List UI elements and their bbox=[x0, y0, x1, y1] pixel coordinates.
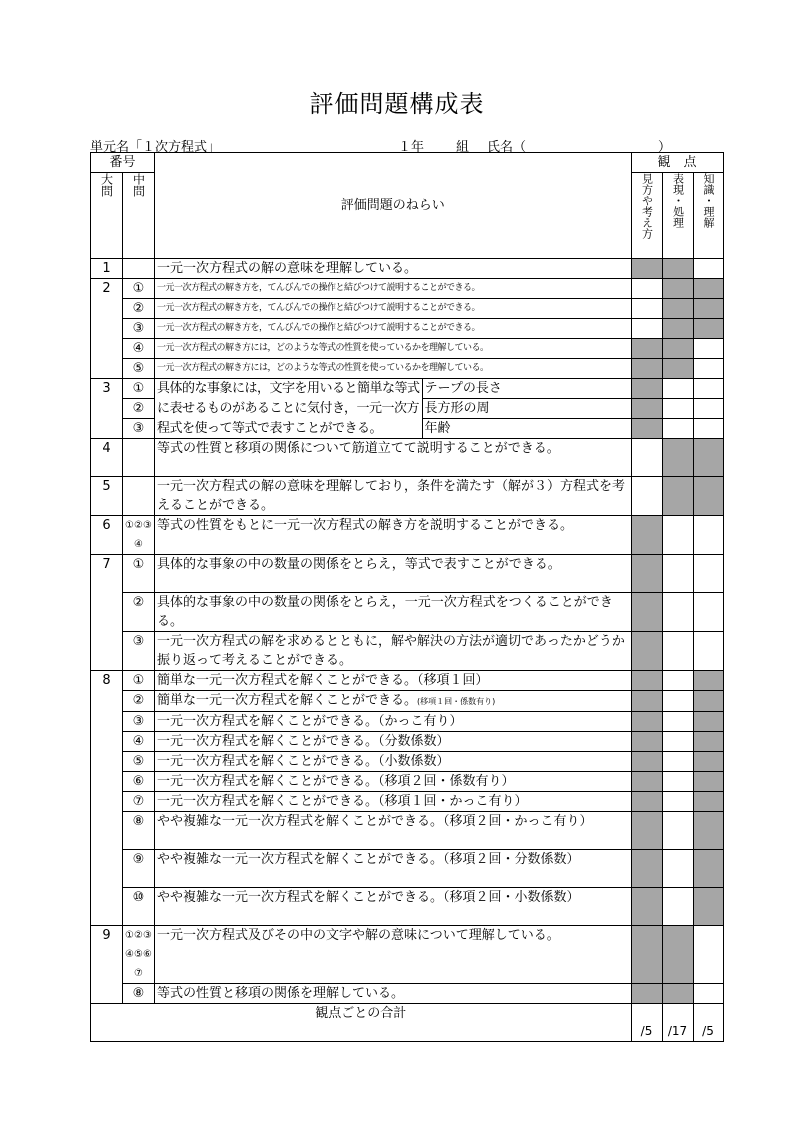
medium-question-number: ② bbox=[123, 691, 155, 712]
large-question-number: 8 bbox=[91, 671, 123, 926]
evaluation-table bbox=[90, 152, 724, 1042]
name-label: 氏名（ bbox=[487, 140, 527, 155]
medium-question-number: ⑥ bbox=[123, 772, 155, 792]
aim-text: 簡単な一元一次方程式を解くことができる。 bbox=[157, 693, 418, 708]
table-row bbox=[91, 419, 724, 439]
table-row bbox=[91, 752, 724, 772]
aim-text: 一元一次方程式の解の意味を理解している。 bbox=[155, 259, 632, 279]
table-row bbox=[91, 888, 724, 926]
large-question-number: 7 bbox=[91, 555, 123, 671]
medium-question-number: ①②③④⑤⑥⑦ bbox=[123, 926, 155, 984]
table-row bbox=[91, 359, 724, 379]
table-row bbox=[91, 319, 724, 339]
aim-text: 簡単な一元一次方程式を解くことができる。（移項１回） bbox=[155, 671, 632, 691]
aim-text: 一元一次方程式を解くことができる。（小数係数） bbox=[155, 752, 632, 772]
large-question-header: 大問 bbox=[99, 173, 114, 197]
aim-text: に表せるものがあることに気付き，一元一次方 bbox=[155, 399, 423, 419]
table-row bbox=[91, 477, 724, 516]
table-row bbox=[91, 984, 724, 1004]
table-row bbox=[91, 593, 724, 632]
medium-question-number: ③ bbox=[123, 632, 155, 671]
aim-text: 一元一次方程式の解き方には，どのような等式の性質を使っているかを理解している。 bbox=[155, 359, 632, 379]
viewpoint-1-header: 見方や考え方 bbox=[640, 173, 654, 239]
medium-question-number: ② bbox=[123, 593, 155, 632]
large-question-number: 6 bbox=[91, 516, 123, 555]
aim-text: 具体的な事象には，文字を用いると簡単な等式 bbox=[155, 379, 423, 399]
medium-question-number: ⑤ bbox=[123, 752, 155, 772]
large-question-number: 2 bbox=[91, 279, 123, 379]
table-row bbox=[91, 732, 724, 752]
name-close: ） bbox=[658, 140, 672, 155]
medium-question-number: ①②③④ bbox=[123, 516, 155, 555]
aim-text: 一元一次方程式の解の意味を理解しており，条件を満たす（解が３）方程式を考えることができる。 bbox=[155, 477, 632, 516]
medium-question-number: ⑦ bbox=[123, 792, 155, 812]
unit-name: 単元名「１次方程式」 bbox=[90, 140, 221, 155]
class-label: 組 bbox=[456, 140, 470, 155]
aim-text: 一元一次方程式の解き方を，てんびんでの操作と結びつけて説明することができる。 bbox=[155, 299, 632, 319]
aim-text: 一元一次方程式の解き方を，てんびんでの操作と結びつけて説明することができる。 bbox=[155, 319, 632, 339]
table-row bbox=[91, 792, 724, 812]
aim-text: 一元一次方程式の解き方には，どのような等式の性質を使っているかを理解している。 bbox=[155, 339, 632, 359]
table-row bbox=[91, 712, 724, 732]
table-row bbox=[91, 299, 724, 319]
medium-question-number: ② bbox=[123, 299, 155, 319]
medium-question-number: ③ bbox=[123, 712, 155, 732]
medium-question-number: ⑨ bbox=[123, 850, 155, 888]
table-row bbox=[91, 812, 724, 850]
aim-text: やや複雑な一元一次方程式を解くことができる。（移項２回・分数係数） bbox=[155, 850, 632, 888]
large-question-number: 1 bbox=[91, 259, 123, 279]
large-question-number: 9 bbox=[91, 926, 123, 1004]
viewpoint-header: 観 点 bbox=[631, 153, 723, 173]
aim-text: 等式の性質をもとに一元一次方程式の解き方を説明することができる。 bbox=[155, 516, 632, 555]
large-question-number: 4 bbox=[91, 439, 123, 477]
aim-text: やや複雑な一元一次方程式を解くことができる。（移項２回・小数係数） bbox=[155, 888, 632, 926]
aim-text: 一元一次方程式を解くことができる。（移項２回・係数有り） bbox=[155, 772, 632, 792]
table-row bbox=[91, 399, 724, 419]
medium-question-number: ⑧ bbox=[123, 812, 155, 850]
aim-text: 具体的な事象の中の数量の関係をとらえ，等式で表すことができる。 bbox=[155, 555, 632, 593]
situation-item: テープの長さ bbox=[422, 379, 631, 399]
number-header: 番号 bbox=[91, 153, 155, 173]
aim-text: 一元一次方程式を解くことができる。（分数係数） bbox=[155, 732, 632, 752]
table-row bbox=[91, 632, 724, 671]
large-question-number: 3 bbox=[91, 379, 123, 439]
aim-text: 等式の性質と移項の関係について筋道立てて説明することができる。 bbox=[155, 439, 632, 477]
aim-text: 一元一次方程式の解き方を，てんびんでの操作と結びつけて説明することができる。 bbox=[155, 279, 632, 299]
total-viewpoint-3: /5 bbox=[693, 1004, 723, 1042]
viewpoint-2-header: 表現・処理 bbox=[671, 173, 685, 228]
aim-text: 一元一次方程式及びその中の文字や解の意味について理解している。 bbox=[155, 926, 632, 984]
medium-question-number: ① bbox=[123, 671, 155, 691]
medium-question-header: 中問 bbox=[131, 173, 146, 197]
aim-text: 程式を使って等式で表すことができる。 bbox=[155, 419, 423, 439]
table-row bbox=[91, 279, 724, 299]
medium-question-number: ① bbox=[123, 555, 155, 593]
large-question-number: 5 bbox=[91, 477, 123, 516]
totals-row bbox=[91, 1004, 724, 1042]
medium-question-number: ① bbox=[123, 379, 155, 399]
medium-question-number: ⑩ bbox=[123, 888, 155, 926]
table-row bbox=[91, 379, 724, 399]
aim-text: やや複雑な一元一次方程式を解くことができる。（移項２回・かっこ有り） bbox=[155, 812, 632, 850]
table-row bbox=[91, 850, 724, 888]
grade-label: １年 bbox=[398, 140, 425, 155]
page-title: 評価問題構成表 bbox=[309, 90, 485, 118]
totals-label: 観点ごとの合計 bbox=[91, 1004, 632, 1042]
table-row bbox=[91, 555, 724, 593]
table-row bbox=[91, 259, 724, 279]
situation-item: 年齢 bbox=[422, 419, 631, 439]
medium-question-number: ④ bbox=[123, 339, 155, 359]
aim-text: 一元一次方程式の解を求めるとともに，解や解決の方法が適切であったかどうか振り返って考えることができる。 bbox=[155, 632, 632, 671]
medium-question-number: ③ bbox=[123, 319, 155, 339]
table-row bbox=[91, 772, 724, 792]
medium-question-number: ③ bbox=[123, 419, 155, 439]
medium-question-number: ② bbox=[123, 399, 155, 419]
total-viewpoint-1: /5 bbox=[631, 1004, 662, 1042]
aim-text: 一元一次方程式を解くことができる。（かっこ有り） bbox=[155, 712, 632, 732]
table-row bbox=[91, 671, 724, 691]
aim-header: 評価問題のねらい bbox=[155, 153, 632, 259]
medium-question-number: ① bbox=[123, 279, 155, 299]
aim-text: 等式の性質と移項の関係を理解している。 bbox=[155, 984, 632, 1004]
medium-question-number: ④ bbox=[123, 732, 155, 752]
situation-item: 長方形の周 bbox=[422, 399, 631, 419]
medium-question-number: ⑤ bbox=[123, 359, 155, 379]
table-row bbox=[91, 439, 724, 477]
aim-text: 具体的な事象の中の数量の関係をとらえ，一元一次方程式をつくることができる。 bbox=[155, 593, 632, 632]
aim-note: (移項１回・係数有り) bbox=[417, 697, 496, 706]
table-row bbox=[91, 339, 724, 359]
table-row bbox=[91, 516, 724, 555]
table-row bbox=[91, 691, 724, 712]
table-row bbox=[91, 926, 724, 984]
viewpoint-3-header: 知識・理解 bbox=[702, 173, 716, 228]
aim-text: 一元一次方程式を解くことができる。（移項１回・かっこ有り） bbox=[155, 792, 632, 812]
medium-question-number: ⑧ bbox=[123, 984, 155, 1004]
header-line bbox=[90, 136, 702, 153]
total-viewpoint-2: /17 bbox=[662, 1004, 693, 1042]
